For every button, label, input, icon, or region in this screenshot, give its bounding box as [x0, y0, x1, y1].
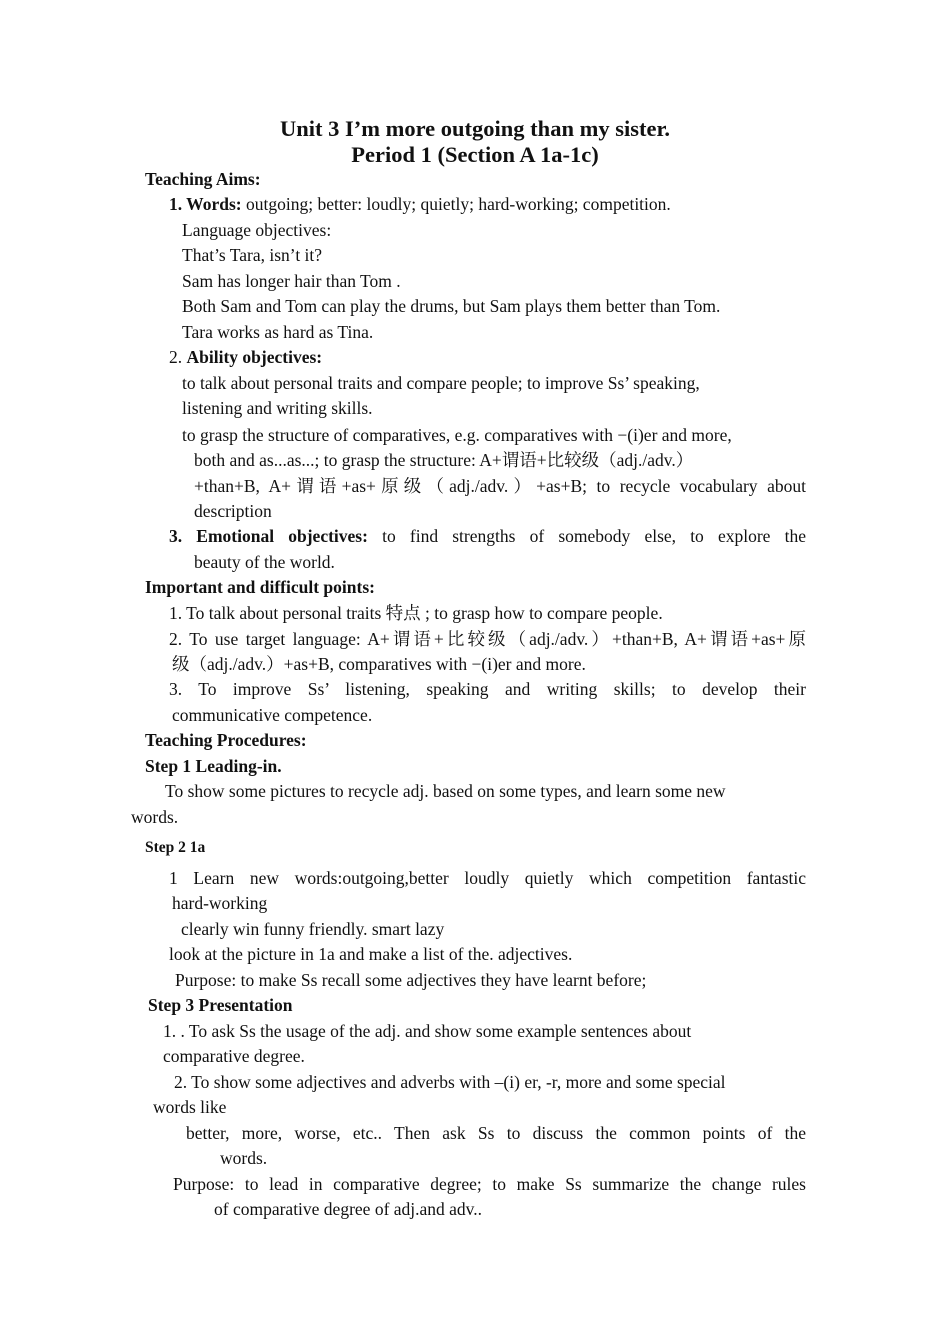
teaching-procedures-heading: Teaching Procedures: [145, 730, 307, 750]
ability-objective-2-line3: +than+B, A+谓语+as+原级（adj./adv.）+as+B; to recycle vocabulary about [194, 476, 806, 496]
step3-item2-line2: words like [153, 1097, 227, 1117]
step3-purpose-line1: Purpose: to lead in comparative degree; to make Ss summarize the change rules [173, 1174, 806, 1194]
step1-heading: Step 1 Leading-in. [145, 756, 282, 776]
ability-objective-2-line4: description [194, 501, 272, 521]
words-label: 1. Words: [169, 194, 242, 214]
step3-item2-line1: 2. To show some adjectives and adverbs with –(i) er, -r, more and some special [174, 1072, 726, 1092]
ability-objective-1-line1: to talk about personal traits and compare people; to improve Ss’ speaking, [182, 373, 700, 393]
step2-heading: Step 2 1a [145, 839, 206, 856]
emotional-objectives-line2: beauty of the world. [194, 552, 335, 572]
ability-objective-2-line2: both and as...as...; to grasp the structure: A+谓语+比较级（adj./adv.） [194, 450, 694, 470]
emotional-label: 3. Emotional objectives: [169, 526, 368, 546]
step2-text-line3: clearly win funny friendly. smart lazy [181, 919, 445, 939]
important-point-2-line1: 2. To use target language: A+谓语+比较级（adj./adv.）+than+B, A+谓语+as+原 [169, 629, 806, 649]
language-objectives-heading: Language objectives: [182, 220, 332, 240]
ability-label: Ability objectives: [186, 347, 323, 367]
language-objective-3: Both Sam and Tom can play the drums, but Sam plays them better than Tom. [182, 296, 721, 316]
emotional-objectives-line1 [169, 524, 806, 550]
emotional-text: to find strengths of somebody else, to explore the [367, 526, 806, 546]
language-objective-1: That’s Tara, isn’t it? [182, 245, 323, 265]
important-point-1: 1. To talk about personal traits 特点 ; to grasp how to compare people. [169, 603, 663, 623]
language-objective-4: Tara works as hard as Tina. [182, 322, 374, 342]
step3-item2-line4: words. [220, 1148, 268, 1168]
ability-objective-2-line1: to grasp the structure of comparatives, e.g. comparatives with −(i)er and more, [182, 425, 732, 445]
step3-item2-line3: better, more, worse, etc.. Then ask Ss to discuss the common points of the [186, 1123, 806, 1143]
words-text: outgoing; better: loudly; quietly; hard-working; competition. [241, 194, 671, 214]
ability-objectives-heading [169, 345, 322, 371]
important-point-3-line1: 3. To improve Ss’ listening, speaking and writing skills; to develop their [169, 679, 806, 699]
step3-purpose-line2: of comparative degree of adj.and adv.. [214, 1199, 483, 1219]
important-points-heading: Important and difficult points: [145, 577, 375, 597]
document-title: Unit 3 I’m more outgoing than my sister. [279, 116, 670, 141]
important-point-2-line2: 级（adj./adv.）+as+B, comparatives with −(i)er and more. [172, 654, 586, 674]
step2-purpose: Purpose: to make Ss recall some adjectives they have learnt before; [175, 970, 647, 990]
step2-text-line2: hard-working [172, 893, 268, 913]
step1-text-line1: To show some pictures to recycle adj. based on some types, and learn some new [165, 781, 726, 801]
step1-text-line2: words. [131, 807, 179, 827]
document-subtitle: Period 1 (Section A 1a-1c) [351, 142, 599, 167]
important-point-3-line2: communicative competence. [172, 705, 373, 725]
step3-heading: Step 3 Presentation [148, 995, 293, 1015]
step2-text-line1: 1 Learn new words:outgoing,better loudly quietly which competition fantastic [169, 868, 806, 888]
step2-text-line4: look at the picture in 1a and make a list of the. adjectives. [169, 944, 573, 964]
teaching-aims-heading: Teaching Aims: [145, 169, 261, 189]
step3-item1-line1: 1. . To ask Ss the usage of the adj. and show some example sentences about [163, 1021, 692, 1041]
ability-number: 2. [169, 347, 187, 367]
step3-item1-line2: comparative degree. [163, 1046, 305, 1066]
words-objective [169, 192, 671, 218]
language-objective-2: Sam has longer hair than Tom . [182, 271, 401, 291]
ability-objective-1-line2: listening and writing skills. [182, 398, 373, 418]
